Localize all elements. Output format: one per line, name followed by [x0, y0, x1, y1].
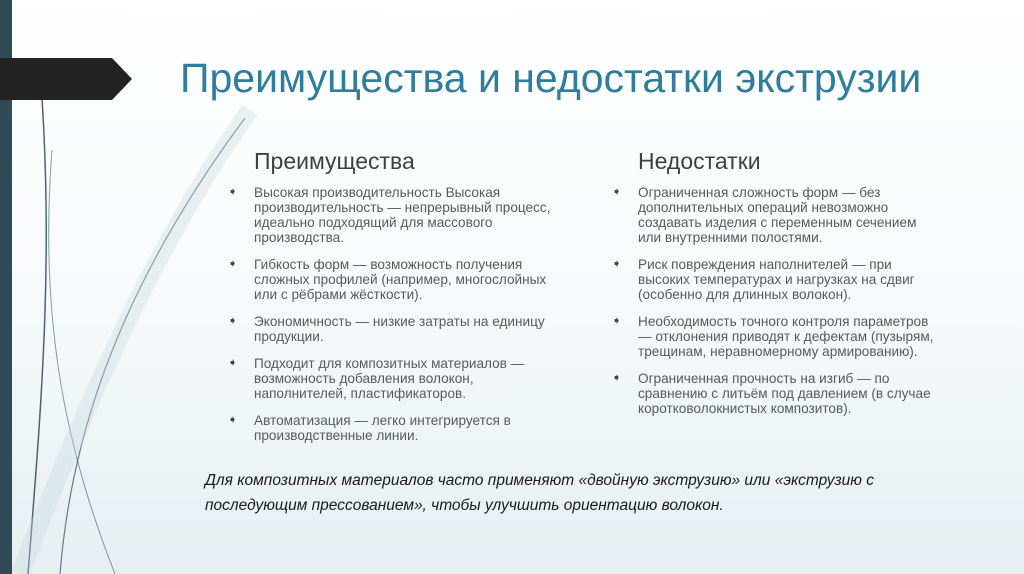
slide-title: Преимущества и недостатки экструзии [180, 55, 922, 101]
arrow-bullet-icon: ➧ [228, 414, 238, 426]
disadvantages-column [612, 148, 942, 428]
list-item: ➧ Гибкость форм — возможность получения сложных профилей (например, многослойных или с рёбрами жёсткости). [228, 257, 547, 302]
list-item: ➧ Ограниченная прочность на изгиб — по сравнению с литьём под давлением (в случае коротковолокнистых композитов). [612, 371, 931, 416]
arrow-bullet-icon: ➧ [228, 315, 238, 327]
arrow-bullet-icon: ➧ [612, 372, 622, 384]
arrow-bullet-icon: ➧ [612, 315, 622, 327]
list-item: ➧ Риск повреждения наполнителей — при высоких температурах и нагрузках на сдвиг (особенно для длинных волокон). [612, 257, 915, 302]
list-item: ➧ Экономичность — низкие затраты на единицу продукции. [228, 314, 545, 344]
arrow-bullet-icon: ➧ [612, 186, 622, 198]
arrow-bullet-icon: ➧ [612, 258, 622, 270]
arrow-bullet-icon: ➧ [228, 258, 238, 270]
advantages-list [228, 185, 558, 443]
list-item: ➧ Подходит для композитных материалов — возможность добавления волокон, наполнителей, пластификаторов. [228, 356, 525, 401]
disadvantages-list [612, 185, 942, 416]
arrow-bullet-icon: ➧ [228, 357, 238, 369]
advantages-column [228, 148, 558, 455]
advantages-heading: Преимущества [254, 148, 415, 174]
list-item: ➧ Автоматизация — легко интегрируется в производственные линии. [228, 413, 511, 443]
list-item: ➧ Ограниченная сложность форм — без дополнительных операций невозможно создавать изделия с переменным сечением или внутренними полостями. [612, 185, 917, 245]
arrow-bullet-icon: ➧ [228, 186, 238, 198]
footnote-text: Для композитных материалов часто применяют «двойную экструзию» или «экструзию с последующим прессованием», чтобы улучшить ориентацию волокон. [205, 472, 874, 514]
list-item: ➧ Высокая производительность Высокая производительность — непрерывный процесс, идеально подходящий для массового производства. [228, 185, 551, 245]
list-item: ➧ Необходимость точного контроля параметров — отклонения приводят к дефектам (пузырям, трещинам, неравномерному армированию). [612, 314, 934, 359]
title-arrow-shape [0, 58, 132, 100]
disadvantages-heading: Недостатки [638, 148, 761, 174]
